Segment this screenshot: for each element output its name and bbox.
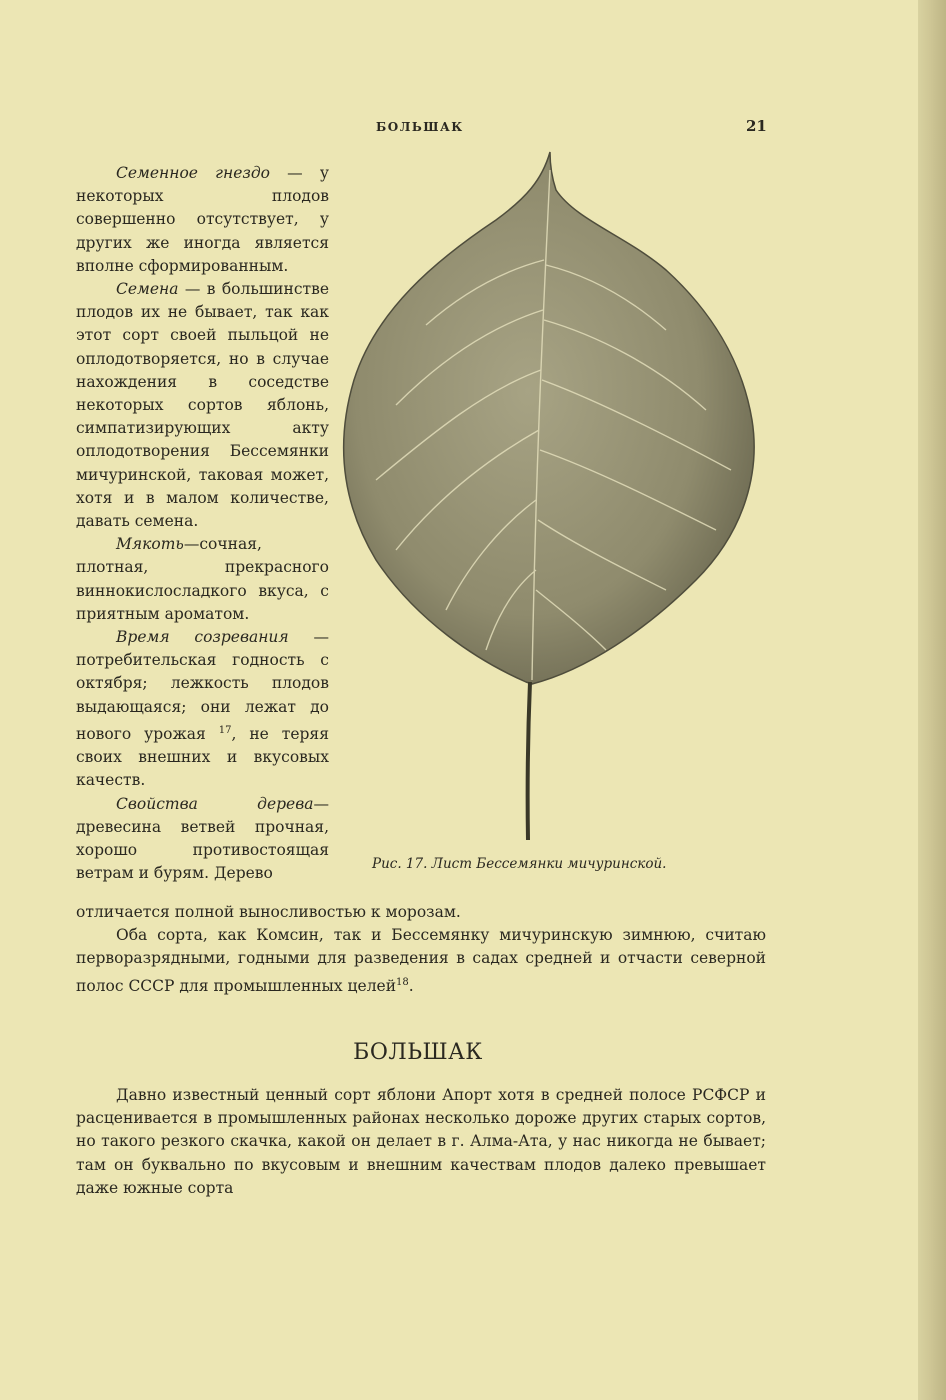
text-seeds: — в большинстве плодов их не бывает, так как этот сорт своей пыльцой не оплодотворяется, но в случае нахождения в соседстве некоторых сортов яблонь, симпатизирующих акту оплодотворения Бессемянки мичуринской, таковая может, хотя и в малом количестве, давать семена. — [76, 280, 329, 531]
continuation-block — [76, 901, 766, 998]
footnote-ref-17: 17 — [218, 724, 232, 736]
text-column — [76, 162, 329, 885]
term-seed-nest: Семенное гнездо — [116, 164, 270, 182]
term-ripening: Время созревания — [116, 628, 289, 647]
section-heading: БОЛЬШАК — [353, 1040, 483, 1065]
continuation-line: отличается полной выносливостью к морозам. — [76, 903, 461, 921]
section-body — [76, 1084, 766, 1200]
leaf-blade — [344, 152, 755, 684]
text-flesh: —сочная, плотная, прекрасного виннокислосладкого вкуса, с приятным ароматом. — [76, 535, 329, 623]
footnote-ref-18: 18 — [396, 976, 409, 988]
text-ripening-end: , не теряя своих внешних и вкусовых качеств. — [76, 725, 329, 790]
paragraph-seed-nest — [76, 162, 329, 278]
section-paragraph: Давно известный ценный сорт яблони Апорт хотя в средней полосе РСФСР и расценивается в промышленных районах несколько дороже других старых сортов, но такого резкого скачка, какой он делает в г. Алма-Ата, у нас никогда не бывает; там он буквально по вкусовым и внешним качествам плодов далеко превышает даже южные сорта — [76, 1086, 766, 1197]
closing-paragraph — [76, 924, 766, 998]
running-title: БОЛЬШАК — [376, 120, 464, 134]
term-flesh: Мякоть — [116, 535, 184, 554]
closing-end: . — [408, 976, 414, 995]
closing-text: Оба сорта, как Комсин, так и Бессемянку мичуринскую зимнюю, считаю перворазрядными, годными для разведения в садах средней и отчасти северной полос СССР для промышленных целей — [76, 926, 766, 995]
paragraph-tree — [76, 793, 329, 886]
text-ripening: — потребительская годность с октября; лежкость плодов выдающаяся; они лежат до нового урожая — [76, 628, 329, 744]
text-seed-nest: — у некоторых плодов совершенно отсутствует, у других же иногда является вполне сформированным. — [76, 164, 329, 275]
paragraph-seeds — [76, 278, 329, 533]
term-seeds: Семена — [116, 280, 179, 299]
text-tree: — древесина ветвей прочная, хорошо противостоящая ветрам и бурям. Дерево — [76, 794, 329, 883]
leaf-stalk — [528, 682, 530, 840]
figure-caption: Рис. 17. Лист Бессемянки мичуринской. — [372, 856, 667, 872]
paragraph-ripening — [76, 626, 329, 793]
term-tree: Свойства дерева — [116, 794, 314, 813]
page-number: 21 — [746, 117, 767, 135]
paragraph-flesh — [76, 533, 329, 626]
leaf-illustration — [336, 150, 760, 850]
page-edge — [918, 0, 946, 1400]
